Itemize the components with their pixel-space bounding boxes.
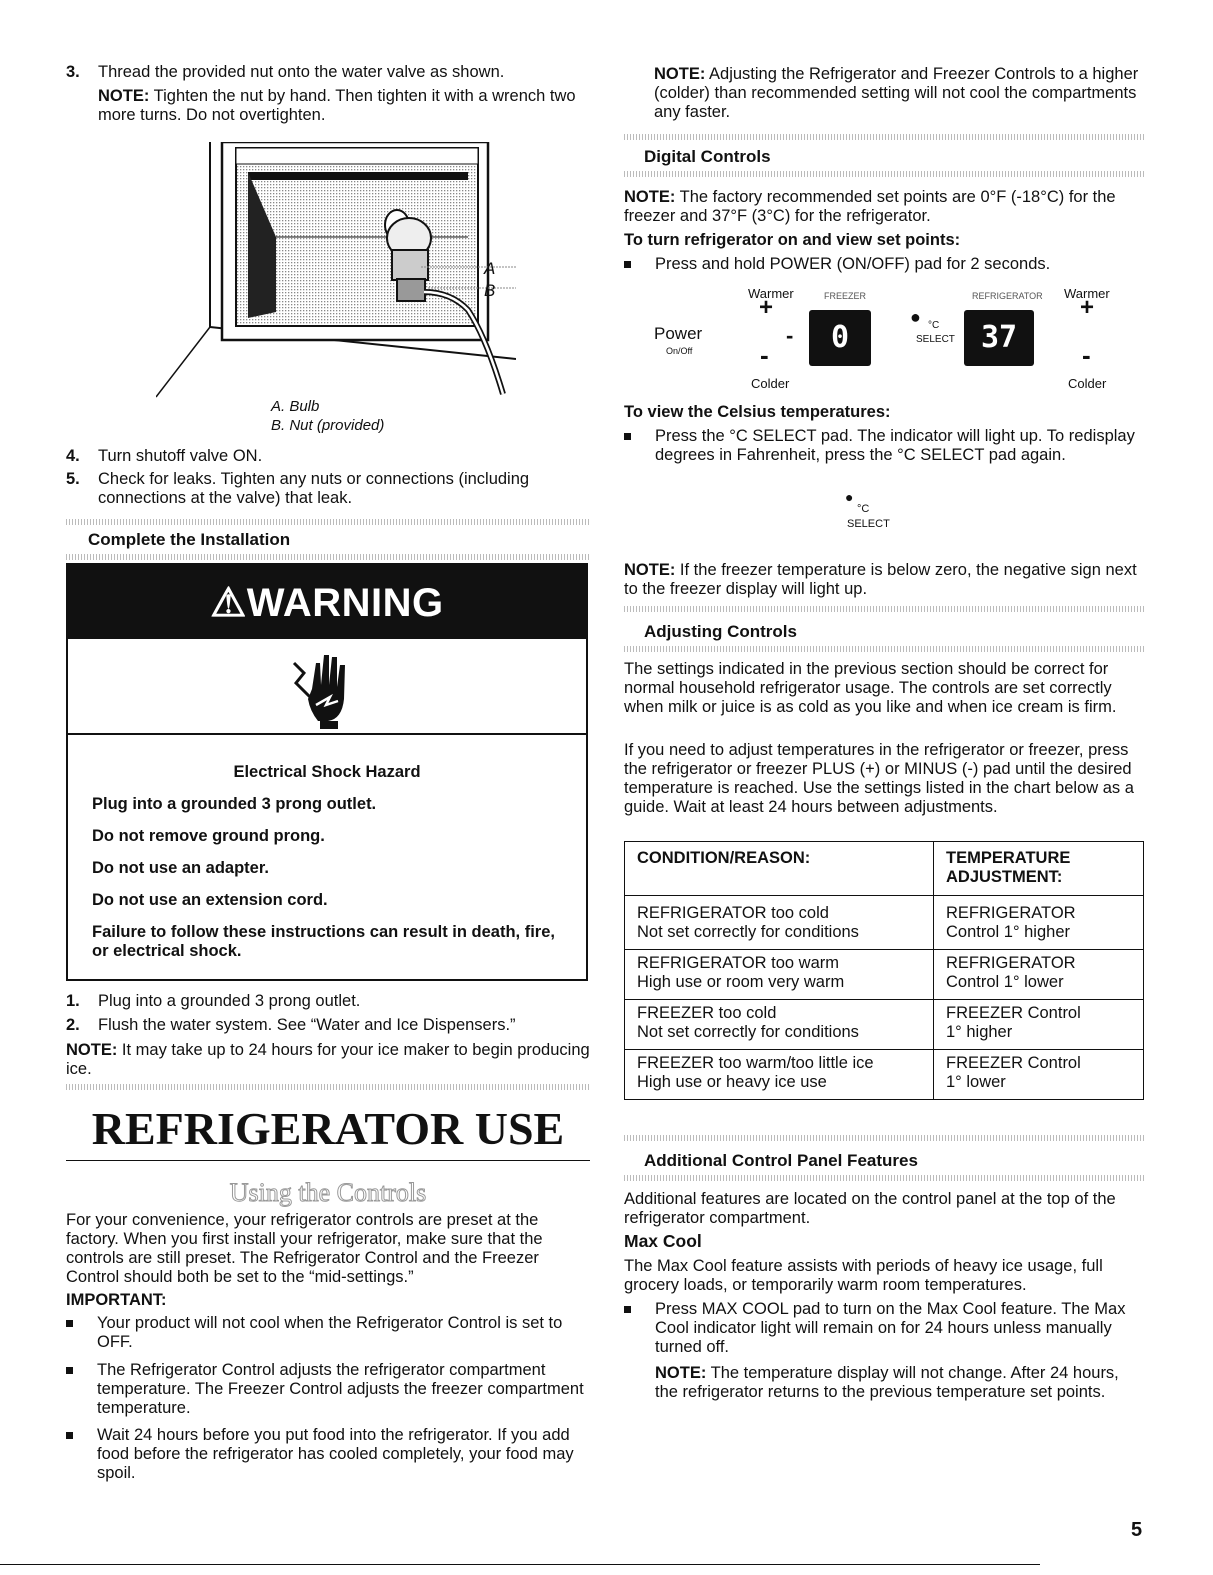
max-cool-note	[655, 1364, 1144, 1402]
column-header-adjustment: TEMPERATURE ADJUSTMENT:	[934, 842, 1144, 896]
complete-installation-heading: Complete the Installation	[88, 530, 291, 549]
note-text: Adjusting the Refrigerator and Freezer Controls to a higher (colder) than recommended setting will not cool the compartments any faster.	[654, 65, 1139, 121]
table-row	[625, 950, 1144, 1000]
using-controls-title: Using the Controls	[229, 1178, 427, 1207]
bullet-text: Press MAX COOL pad to turn on the Max Cool feature. The Max Cool indicator light will remain on for 24 hours unless manually turned off.	[655, 1300, 1126, 1356]
warning-title: WARNING	[246, 581, 444, 625]
list-item	[66, 1314, 590, 1352]
colder-label: Colder	[751, 376, 790, 391]
note-text: It may take up to 24 hours for your ice maker to begin producing ice.	[66, 1041, 590, 1078]
section-divider	[624, 646, 1144, 652]
step-text: Flush the water system. See “Water and Ice Dispensers.”	[98, 1016, 516, 1034]
celsius-select-button[interactable]: SELECT	[916, 334, 955, 345]
table-row	[625, 896, 1144, 950]
condition: FREEZER too cold	[637, 1004, 777, 1022]
adjustment-line: Control 1° lower	[946, 973, 1064, 991]
warning-line-1: Plug into a grounded 3 prong outlet.	[92, 795, 377, 813]
warning-triangle-icon: ⚠	[210, 581, 247, 625]
bullet-text: Wait 24 hours before you put food into the refrigerator. If you add food before the refrigerator has cooled completely, your food may spoil.	[97, 1426, 574, 1482]
note-label: NOTE:	[654, 65, 706, 83]
note-text: If the freezer temperature is below zero, the negative sign next to the freezer display will light up.	[624, 561, 1137, 598]
freezer-minus-button[interactable]: -	[760, 340, 769, 370]
reason: High use or room very warm	[637, 973, 845, 991]
section-divider	[66, 554, 590, 560]
cooling-note	[654, 65, 1144, 122]
adjustment-line: REFRIGERATOR	[946, 904, 1076, 922]
figure-label-b: B	[484, 281, 496, 300]
section-divider	[624, 134, 1144, 140]
bullet-icon	[624, 261, 631, 268]
adjustment-table	[624, 841, 1144, 1100]
note-label: NOTE:	[655, 1364, 707, 1382]
bullet-text: Press the °C SELECT pad. The indicator will light up. To redisplay degrees in Fahrenheit, press the °C SELECT pad again.	[655, 427, 1135, 464]
set-points-note	[624, 188, 1144, 226]
warning-separator	[68, 733, 586, 735]
additional-features-text: Additional features are located on the control panel at the top of the refrigerator compartment.	[624, 1190, 1116, 1227]
adjustment-cell	[934, 896, 1144, 950]
max-cool-text: The Max Cool feature assists with periods of heavy ice usage, full grocery loads, or temporarily warm room temperatures.	[624, 1257, 1103, 1294]
install-step-2	[66, 1016, 590, 1035]
turn-on-heading: To turn refrigerator on and view set points:	[624, 231, 961, 249]
note-label: NOTE:	[624, 561, 676, 579]
ice-maker-note	[66, 1041, 590, 1079]
adjusting-paragraph-2: If you need to adjust temperatures in the refrigerator or freezer, press the refrigerator or freezer PLUS (+) or MINUS (-) pad until the desired temperature is reached. Use the settings listed in the chart below as a guide. Wait at least 24 hours between adjustments.	[624, 741, 1134, 816]
adjustment-cell	[934, 1000, 1144, 1050]
reason: Not set correctly for conditions	[637, 1023, 859, 1041]
caption-nut: B. Nut (provided)	[271, 417, 385, 434]
step-number: 4.	[66, 447, 80, 465]
freezer-plus-button[interactable]: +	[759, 294, 774, 321]
condition-cell	[625, 1000, 934, 1050]
adjustment-line: FREEZER Control	[946, 1054, 1081, 1072]
select-label: SELECT	[847, 518, 890, 530]
colder-label: Colder	[1068, 376, 1107, 391]
celsius-indicator-dot: ●	[910, 307, 921, 327]
section-divider	[624, 1175, 1144, 1181]
warning-line-2: Do not remove ground prong.	[92, 827, 325, 845]
additional-features-heading: Additional Control Panel Features	[644, 1151, 918, 1170]
celsius-heading: To view the Celsius temperatures:	[624, 403, 891, 421]
table-header-row	[625, 842, 1144, 896]
electrical-shock-icon	[288, 649, 368, 729]
adjusting-controls-heading: Adjusting Controls	[644, 622, 797, 641]
step-text: Check for leaks. Tighten any nuts or connections (including connections at the valve) that leak.	[98, 470, 530, 507]
adjustment-line: 1° higher	[946, 1023, 1013, 1041]
warmer-label: Warmer	[1064, 286, 1110, 301]
warning-line-3: Do not use an adapter.	[92, 859, 269, 877]
refrigerator-plus-button[interactable]: +	[1080, 294, 1095, 321]
list-item	[624, 427, 1144, 465]
on-off-label: On/Off	[666, 346, 693, 356]
negative-sign-indicator: -	[786, 323, 794, 348]
condition: REFRIGERATOR too cold	[637, 904, 829, 922]
warmer-label: Warmer	[748, 286, 794, 301]
step-number: 3.	[66, 63, 80, 81]
freezer-label: FREEZER	[824, 291, 867, 301]
negative-sign-note	[624, 561, 1144, 599]
condition-cell	[625, 896, 934, 950]
adjustment-line: FREEZER Control	[946, 1004, 1081, 1022]
warning-banner	[68, 565, 586, 639]
bullet-icon	[66, 1367, 73, 1374]
adjustment-cell	[934, 950, 1144, 1000]
step-3-note	[98, 87, 590, 125]
caption-bulb: A. Bulb	[271, 398, 320, 415]
list-item	[66, 1361, 590, 1418]
step-number: 2.	[66, 1016, 80, 1034]
list-item	[66, 1426, 590, 1483]
table-row	[625, 1000, 1144, 1050]
water-valve-illustration	[156, 142, 516, 402]
step-3	[66, 63, 590, 125]
step-5	[66, 470, 590, 508]
section-divider	[66, 519, 590, 525]
note-label: NOTE:	[624, 188, 676, 206]
step-text: Turn shutoff valve ON.	[98, 447, 263, 465]
celsius-select-pad[interactable]	[845, 488, 905, 544]
section-divider	[624, 1135, 1144, 1141]
using-controls-text: For your convenience, your refrigerator controls are preset at the factory. When you first install your refrigerator, make sure that the controls are still preset. The Refrigerator Control and the Freezer Control should both be set to the “mid-settings.”	[66, 1211, 543, 1286]
warning-line-4: Do not use an extension cord.	[92, 891, 328, 909]
refrigerator-display: 37	[964, 310, 1034, 366]
figure-label-a: A	[484, 259, 496, 278]
bullet-text: Your product will not cool when the Refrigerator Control is set to OFF.	[97, 1314, 563, 1351]
condition: FREEZER too warm/too little ice	[637, 1054, 874, 1072]
refrigerator-use-title: REFRIGERATOR USE	[91, 1103, 565, 1154]
reason: High use or heavy ice use	[637, 1073, 827, 1091]
title-rule	[66, 1160, 590, 1161]
refrigerator-minus-button[interactable]: -	[1082, 340, 1091, 370]
adjusting-paragraph-1: The settings indicated in the previous section should be correct for normal household refrigerator usage. The controls are set correctly when milk or juice is as cold as you like and when ice cream is firm.	[624, 660, 1117, 716]
section-divider	[66, 1084, 590, 1090]
section-divider	[624, 606, 1144, 612]
footer-rule	[0, 1564, 1040, 1565]
condition-cell	[625, 1050, 934, 1100]
step-number: 1.	[66, 992, 80, 1010]
step-text: Plug into a grounded 3 prong outlet.	[98, 992, 361, 1010]
bullet-icon	[66, 1320, 73, 1327]
column-header-condition: CONDITION/REASON:	[625, 842, 934, 896]
control-panel-diagram	[624, 280, 1144, 392]
adjustment-cell	[934, 1050, 1144, 1100]
reason: Not set correctly for conditions	[637, 923, 859, 941]
power-button[interactable]: Power	[654, 324, 703, 343]
bullet-icon	[66, 1432, 73, 1439]
hazard-title: Electrical Shock Hazard	[233, 763, 421, 781]
bullet-icon	[624, 1306, 631, 1313]
indicator-dot-icon: ●	[845, 489, 854, 505]
list-item	[624, 255, 1144, 274]
celsius-unit-label: °C	[928, 320, 940, 331]
note-text: The factory recommended set points are 0°F (-18°C) for the freezer and 37°F (3°C) for the refrigerator.	[624, 188, 1116, 225]
select-unit: °C	[857, 503, 870, 515]
note-label: NOTE:	[66, 1041, 118, 1059]
note-label: NOTE:	[98, 87, 150, 105]
step-text: Thread the provided nut onto the water valve as shown.	[98, 63, 505, 81]
refrigerator-label: REFRIGERATOR	[972, 291, 1043, 301]
important-label: IMPORTANT:	[66, 1291, 167, 1309]
adjustment-line: 1° lower	[946, 1073, 1006, 1091]
freezer-display: 0	[809, 310, 871, 366]
table-row	[625, 1050, 1144, 1100]
adjustment-line: Control 1° higher	[946, 923, 1070, 941]
note-text: Tighten the nut by hand. Then tighten it with a wrench two more turns. Do not overtighten.	[98, 87, 576, 124]
warning-line-5: Failure to follow these instructions can result in death, fire, or electrical shock.	[92, 923, 555, 960]
step-number: 5.	[66, 470, 80, 488]
list-item	[624, 1300, 1144, 1357]
bullet-text: Press and hold POWER (ON/OFF) pad for 2 seconds.	[655, 255, 1051, 273]
condition-cell	[625, 950, 934, 1000]
bullet-icon	[624, 433, 631, 440]
install-step-1	[66, 992, 590, 1011]
condition: REFRIGERATOR too warm	[637, 954, 840, 972]
step-4	[66, 447, 590, 466]
bullet-text: The Refrigerator Control adjusts the refrigerator compartment temperature. The Freezer Control adjusts the freezer compartment temperature.	[97, 1361, 584, 1417]
note-text: The temperature display will not change. After 24 hours, the refrigerator returns to the previous temperature set points.	[655, 1364, 1119, 1401]
page-number: 5	[1131, 1519, 1143, 1541]
warning-box	[66, 563, 588, 981]
adjustment-line: REFRIGERATOR	[946, 954, 1076, 972]
digital-controls-heading: Digital Controls	[644, 147, 771, 166]
max-cool-heading: Max Cool	[624, 1231, 702, 1251]
section-divider	[624, 171, 1144, 177]
